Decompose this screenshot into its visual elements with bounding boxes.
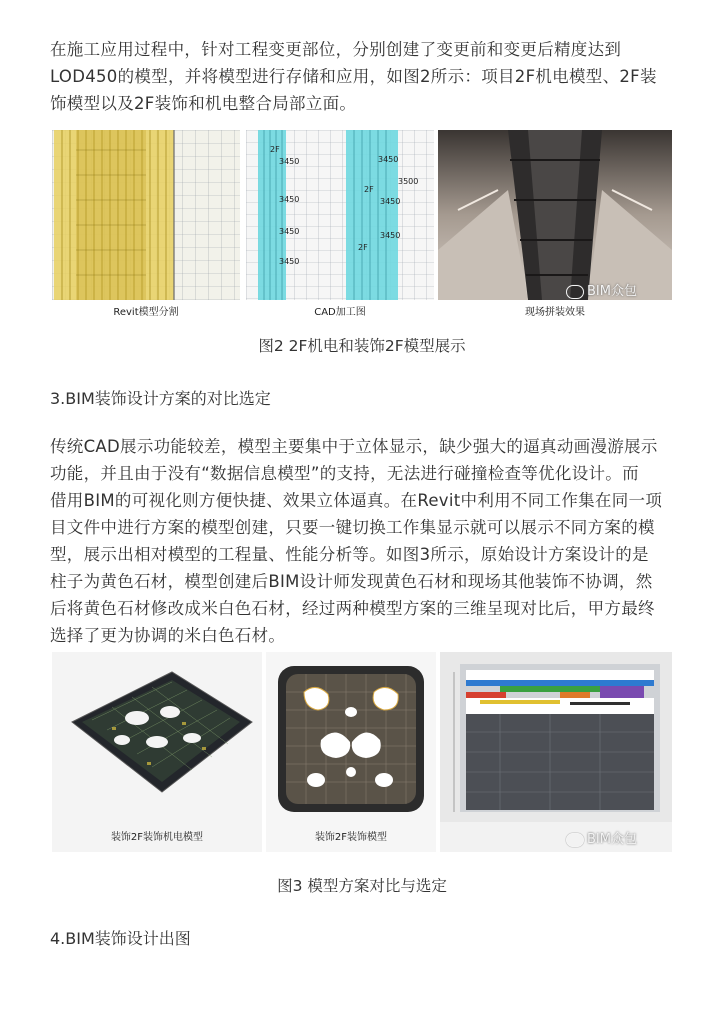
- figure3-panel-decoration: [266, 652, 436, 852]
- figure2-panel-site: [438, 130, 672, 320]
- cad-floor-label: 2F: [358, 243, 368, 252]
- site-photo-image: [438, 130, 672, 300]
- cad-drawing-image: [246, 130, 434, 300]
- cad-dimension-label: 3450: [380, 231, 401, 240]
- figure2-panel-label: Revit模型分割: [113, 307, 179, 318]
- watermark: [566, 828, 637, 847]
- text-line: 选择了更为协调的米白色石材。: [50, 626, 286, 645]
- cad-dimension-label: 3450: [279, 257, 300, 266]
- figure3-panel-label: 装饰2F装饰模型: [314, 832, 388, 843]
- decoration-model-image: [266, 652, 436, 822]
- wechat-icon: [566, 833, 584, 847]
- watermark-text: BIM众包: [587, 832, 637, 847]
- text-line: 型，展示出相对模型的工程量、性能分析等。如图3所示，原始设计方案设计的是: [50, 545, 649, 564]
- figure3-panel-mep: [52, 652, 262, 852]
- text-line: 在施工应用过程中，针对工程变更部位，分别创建了变更前和变更后精度达到: [50, 40, 622, 59]
- wechat-icon: [566, 285, 584, 299]
- figure2-panel-cad: [246, 130, 434, 320]
- cad-floor-label: 2F: [270, 145, 280, 154]
- text-line: 借用BIM的可视化则方便快捷、效果立体逼真。在Revit中利用不同工作集在同一项: [50, 491, 663, 510]
- elevation-image: [440, 652, 672, 822]
- section-heading-4: 4.BIM装饰设计出图: [50, 929, 191, 948]
- cad-dimension-label: 3450: [279, 227, 300, 236]
- paragraph-comparison: [50, 433, 678, 649]
- cad-dimension-label: 3450: [378, 155, 399, 164]
- text-line: LOD450的模型，并将模型进行存储和应用，如图2所示：项目2F机电模型、2F装: [50, 67, 657, 86]
- figure3-panel-elevation: [440, 652, 672, 852]
- figure2-panel-label: 现场拼装效果: [525, 307, 585, 318]
- figure2-panel-label: CAD加工图: [314, 307, 366, 318]
- cad-floor-label: 2F: [364, 185, 374, 194]
- cad-dimension-label: 3450: [279, 157, 300, 166]
- watermark: [566, 280, 637, 299]
- cad-dimension-label: 3450: [380, 197, 401, 206]
- paragraph-intro: [50, 36, 678, 117]
- revit-model-image: [52, 130, 240, 300]
- mep-model-image: [52, 652, 262, 822]
- figure2-caption: 图2 2F机电和装饰2F模型展示: [258, 337, 466, 355]
- figure3-panel-label: 装饰2F装饰机电模型: [110, 832, 204, 843]
- cad-dimension-label: 3450: [279, 195, 300, 204]
- text-line: 功能，并且由于没有“数据信息模型”的支持，无法进行碰撞检查等优化设计。而: [50, 464, 639, 483]
- cad-dimension-label: 3500: [398, 177, 419, 186]
- text-line: 柱子为黄色石材，模型创建后BIM设计师发现黄色石材和现场其他装饰不协调，然: [50, 572, 653, 591]
- text-line: 饰模型以及2F装饰和机电整合局部立面。: [50, 94, 357, 113]
- text-line: 传统CAD展示功能较差，模型主要集中于立体显示，缺少强大的逼真动画漫游展示: [50, 437, 658, 456]
- figure3-caption: 图3 模型方案对比与选定: [277, 877, 447, 895]
- section-heading-3: 3.BIM装饰设计方案的对比选定: [50, 389, 271, 408]
- text-line: 后将黄色石材修改成米白色石材，经过两种模型方案的三维呈现对比后，甲方最终: [50, 599, 655, 618]
- text-line: 目文件中进行方案的模型创建，只要一键切换工作集显示就可以展示不同方案的模: [50, 518, 655, 537]
- watermark-text: BIM众包: [587, 284, 637, 299]
- figure2-panel-revit: [52, 130, 240, 320]
